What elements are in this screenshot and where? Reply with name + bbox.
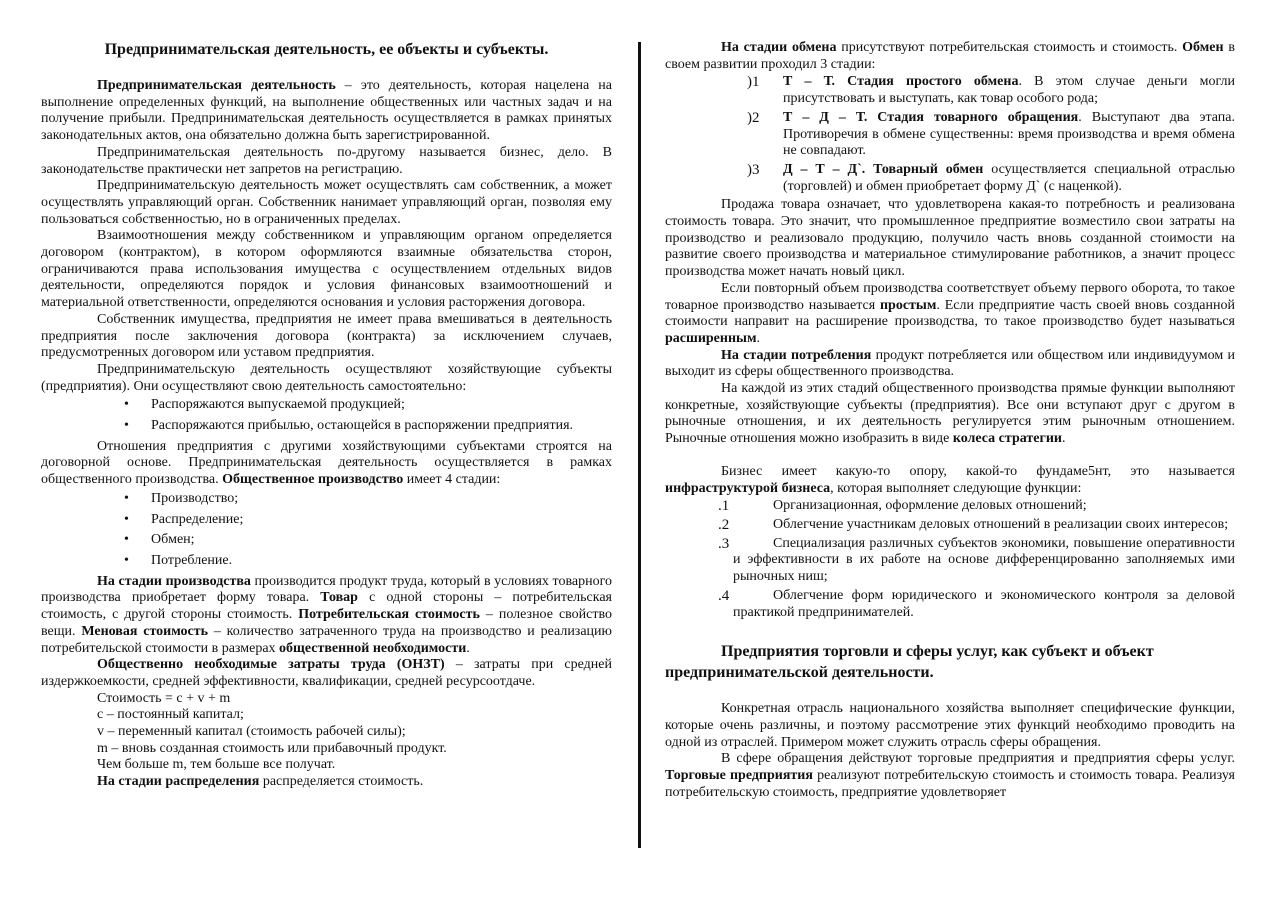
list-item: • Потребление. [124,552,233,568]
list-item: .3 Специализация различных субъектов экономики, повышение оперативности и эффективности в их работе на основе дифференцированно заполняемых ими рыночных ниш; [718,535,1235,585]
formula-line: Чем больше m, тем больше все получат. [97,757,336,773]
stages-list [41,491,612,570]
list-item: .4 Облегчение форм юридического и экономического контроля за деловой практикой предпринимателей. [718,587,1235,620]
formula-line: v – переменный капитал (стоимость рабочей силы); [97,724,406,740]
bullet-icon: • [124,511,129,527]
paragraph: Если повторный объем производства соответствует объему первого оборота, то такое товарное производство называется простым. Если предприятие часть своей вновь созданной стоимости направит на расширение производства, то такое производство будет называться расширенным. [665,280,1236,346]
paragraph: На стадии потребления продукт потребляется или обществом или индивидуумом и выходит из сферы общественного производства. [665,347,1235,380]
bullet-list [41,397,612,434]
paragraph: Конкретная отрасль национального хозяйства выполняет специфические функции, которые очень различны, и поэтому рассмотрение этих функций необходимо проводить на одной из отраслей. Примером может служить отрасль сферы обращения. [665,701,1235,750]
paragraph: Предпринимательскую деятельность может осуществлять сам собственник, а может осуществлять управляющий орган. Собственник нанимает управляющий орган, позволяя ему пользоваться собственностью, но в ограниченных пределах. [41,178,612,227]
paragraph: Общественно необходимые затраты труда (ОНЗТ) – затраты при средней издержкоемкости, средней эффективности, квалификации, средней ресурсоотдаче. [41,657,612,689]
exchange-stages-list [665,74,1235,195]
bullet-icon: • [124,490,129,506]
list-item: • Производство; [124,490,239,506]
list-item: • Распоряжаются выпускаемой продукцией; [124,397,405,413]
paragraph: На стадии обмена присутствуют потребительская стоимость и стоимость. Обмен в своем развитии проходил 3 стадии: [665,40,1235,72]
paragraph: Предпринимательская деятельность по-другому называется бизнес, дело. В законодательстве практически нет запретов на регистрацию. [41,144,612,177]
bullet-icon: • [124,552,129,568]
list-item: • Обмен; [124,532,195,548]
paragraph: На каждой из этих стадий общественного производства прямые функции выполняют конкретные, хозяйствующие субъекты (предприятия). Все они вступают друг с другом в рыночные отношения, и их деятельность регулируется этим рыночным отношением. Рыночные отношения можно изобразить в виде колеса стратегии. [665,381,1235,447]
list-item: )3 Д – Т – Д`. Товарный обмен осуществляется специальной отраслью (торговлей) и обмен приобретает форму Д` (с наценкой). [747,161,1235,194]
page-title: Предпринимательская деятельность, ее объекты и субъекты. [104,41,549,58]
paragraph: В сфере обращения действуют торговые предприятия и предприятия сферы услуг. Торговые предприятия реализуют потребительскую стоимость и стоимость товара. Реализуя потребительскую стоимость, предприятие удовлетворяет [665,751,1235,800]
list-item: )1 Т – Т. Стадия простого обмена. В этом случае деньги могли присутствовать и выступать, как товар особого рода; [747,74,1236,107]
paragraph: Отношения предприятия с другими хозяйствующими субъектами строятся на договорной основе. Предпринимательская деятельность осуществляется в рамках общественного производства. Общественное производство имеет 4 стадии: [41,438,612,488]
paragraph: Взаимоотношения между собственником и управляющим органом определяется договором (контрактом), в котором оформляются взаимные обязательства сторон, ограничиваются права использования имущества с осуществлением отдельных видов деятельности, определяются порядок и условия финансовых взаимоотношений и материальной ответственности, определяются основания и условия расторжения договора. [41,228,612,311]
paragraph: Предпринимательскую деятельность осуществляют хозяйствующие субъекты (предприятия). Они осуществляют свою деятельность самостоятельно: [41,361,612,394]
formula-line: Стоимость = c + v + m [97,690,231,706]
right-column [665,40,1235,801]
infrastructure-functions-list [665,498,1235,621]
paragraph: На стадии распределения распределяется стоимость. [97,774,424,790]
section-title: Предприятия торговли и сферы услуг, как субъект и объект предпринимательской деятельности. [665,643,1154,682]
paragraph: Предпринимательская деятельность – это деятельность, которая нацелена на выполнение определенных функций, на выполнение общественных или частных задач и на получение прибыли. Предпринимательская деятельность осуществляется в рамках принятых законодательных актов, она обязательно должна быть зарегистрированной. [41,78,612,144]
bullet-icon: • [124,397,129,413]
formula-line: c – постоянный капитал; [97,707,244,723]
paragraph: Продажа товара означает, что удовлетворена какая-то потребность и реализована стоимость товара. Это значит, что промышленное предприятие возместило свои затраты на производство и реализовало продукцию, получило часть вновь созданной стоимости на развитие своего производства и материальное стимулирование работников, а значит процесс производства может начать новый цикл. [665,197,1235,280]
list-item: )2 Т – Д – Т. Стадия товарного обращения. Выступают два этапа. Противоречия в обмене существенны: время производства и время обмена не совпадают. [747,109,1235,159]
column-divider [638,42,641,848]
bullet-icon: • [124,532,129,548]
list-item: • Распоряжаются прибылью, остающейся в распоряжении предприятия. [124,418,574,434]
bullet-icon: • [124,418,129,434]
list-item: • Распределение; [124,511,244,527]
paragraph: Бизнес имеет какую-то опору, какой-то фундаме5нт, это называется инфраструктурой бизнеса, которая выполняет следующие функции: [665,463,1235,496]
formula-line: m – вновь созданная стоимость или прибавочный продукт. [97,740,447,756]
paragraph: Собственник имущества, предприятия не имеет права вмешиваться в деятельность предприятия после заключения договора (контракта) за исключением случаев, предусмотренных договором или уставом предприятия. [41,311,612,361]
left-column [41,40,612,791]
list-item: .1 Организационная, оформление деловых отношений; [718,498,1087,515]
list-item: .2 Облегчение участникам деловых отношений в реализации своих интересов; [718,516,1229,533]
paragraph: На стадии производства производится продукт труда, который в условиях товарного производства приобретает форму товара. Товар с одной стороны – потребительская стоимость, с другой стороны стоимость. Потребительская стоимость – полезное свойство вещи. Меновая стоимость – количество затраченного труда на производство и реализацию потребительской стоимости в размерах общественной необходимости. [41,573,613,656]
